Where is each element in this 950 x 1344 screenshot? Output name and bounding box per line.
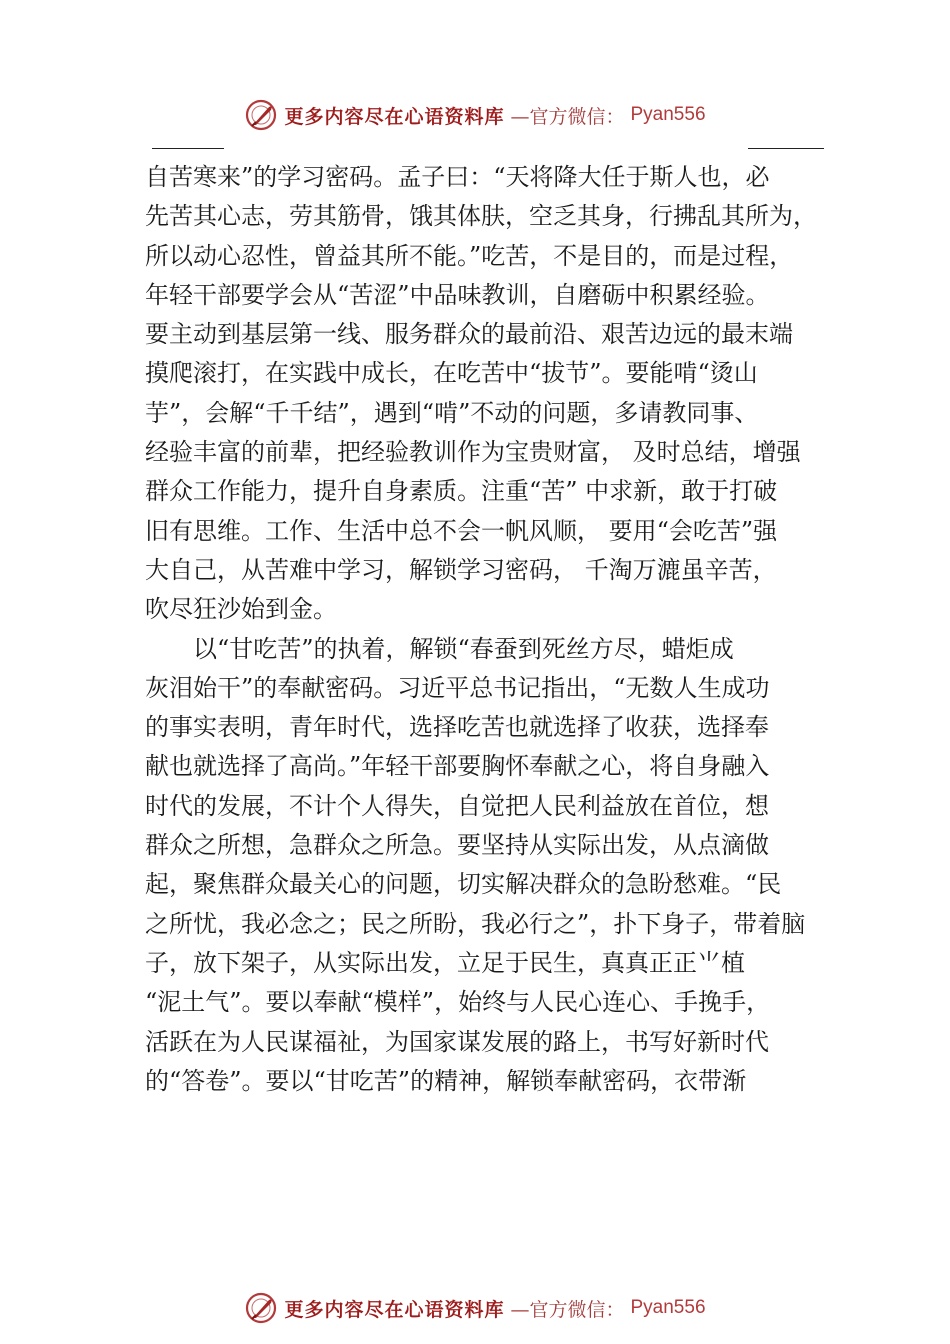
page-footer (0, 1288, 950, 1328)
document-body (145, 158, 825, 1101)
body-line: 群众之所想，急群众之所急。要坚持从实际出发，从点滴做 (145, 831, 769, 860)
footer-title: 更多内容尽在心语资料库 (284, 1298, 505, 1321)
body-line: 子，放下架子，从实际出发，立足于民生，真真正正⺌植 (145, 948, 745, 977)
body-line: 献也就选择了高尚。”年轻干部要胸怀奉献之心，将自身融入 (145, 752, 770, 781)
body-line: 先苦其心志，劳其筋骨，饿其体肤，空乏其身，行拂乱其所为， (145, 202, 817, 231)
body-line: 起，聚焦群众最关心的问题，切实解决群众的急盼愁难。“民 (145, 870, 782, 899)
footer-subtitle: —官方微信： (510, 1298, 625, 1321)
body-line: 年轻干部要学会从“苦涩”中品味教训，自磨砺中积累经验。 (145, 280, 770, 309)
body-line: 摸爬滚打，在实践中成长，在吃苦中“拔节”。要能啃“烫山 (145, 359, 758, 388)
body-line: 所以动心忍性，曾益其所不能。”吃苦，不是目的，而是过程， (145, 241, 794, 270)
body-line: 的事实表明，青年时代，选择吃苦也就选择了收获，选择奉 (145, 713, 769, 742)
body-line: 的“答卷”。要以“甘吃苦”的精神，解锁奉献密码，衣带渐 (145, 1066, 747, 1095)
quill-pen-logo-icon (244, 98, 278, 132)
body-line: 之所忧，我必念之；民之所盼，我必行之”，扑下身子，带着脑 (145, 909, 806, 938)
quill-pen-logo-icon (244, 1291, 278, 1325)
body-line: 经验丰富的前辈，把经验教训作为宝贵财富， 及时总结，增强 (145, 438, 801, 467)
body-line: 旧有思维。工作、生活中总不会一帆风顺， 要用“会吃苦”强 (145, 516, 778, 545)
body-line: 大自己，从苦难中学习，解锁学习密码， 千淘万漉虽辛苦， (145, 555, 777, 584)
header-subtitle: —官方微信： (510, 105, 625, 128)
header-rule-left (152, 148, 224, 149)
body-line: 自苦寒来”的学习密码。孟子曰：“天将降大任于斯人也，必 (145, 163, 770, 191)
header-wechat-id: Pyan556 (630, 104, 706, 125)
body-line: 活跃在为人民谋福祉，为国家谋发展的路上，书写好新时代 (145, 1027, 769, 1056)
body-line: 时代的发展，不计个人得失，自觉把人民利益放在首位，想 (145, 791, 769, 820)
body-line: 群众工作能力，提升自身素质。注重“苦” 中求新，敢于打破 (145, 477, 778, 506)
footer-brand (244, 1291, 705, 1325)
body-line: 灰泪始干”的奉献密码。习近平总书记指出，“无数人生成功 (145, 673, 770, 702)
body-line: “泥土气”。要以奉献“模样”，始终与人民心连心、手挽手， (145, 988, 771, 1017)
header-rule-right (748, 148, 824, 149)
header-title: 更多内容尽在心语资料库 (284, 105, 505, 128)
body-line: 吹尽狂沙始到金。 (145, 595, 337, 624)
footer-wechat-id: Pyan556 (630, 1297, 706, 1318)
header-brand (244, 98, 705, 132)
page-header (0, 95, 950, 135)
body-line: 要主动到基层第一线、服务群众的最前沿、艰苦边远的最末端 (145, 320, 793, 349)
body-line: 芋”，会解“千千结”，遇到“啃”不动的问题，多请教同事、 (145, 398, 759, 427)
body-line: 以“甘吃苦”的执着，解锁“春蚕到死丝方尽，蜡炬成 (193, 634, 734, 663)
